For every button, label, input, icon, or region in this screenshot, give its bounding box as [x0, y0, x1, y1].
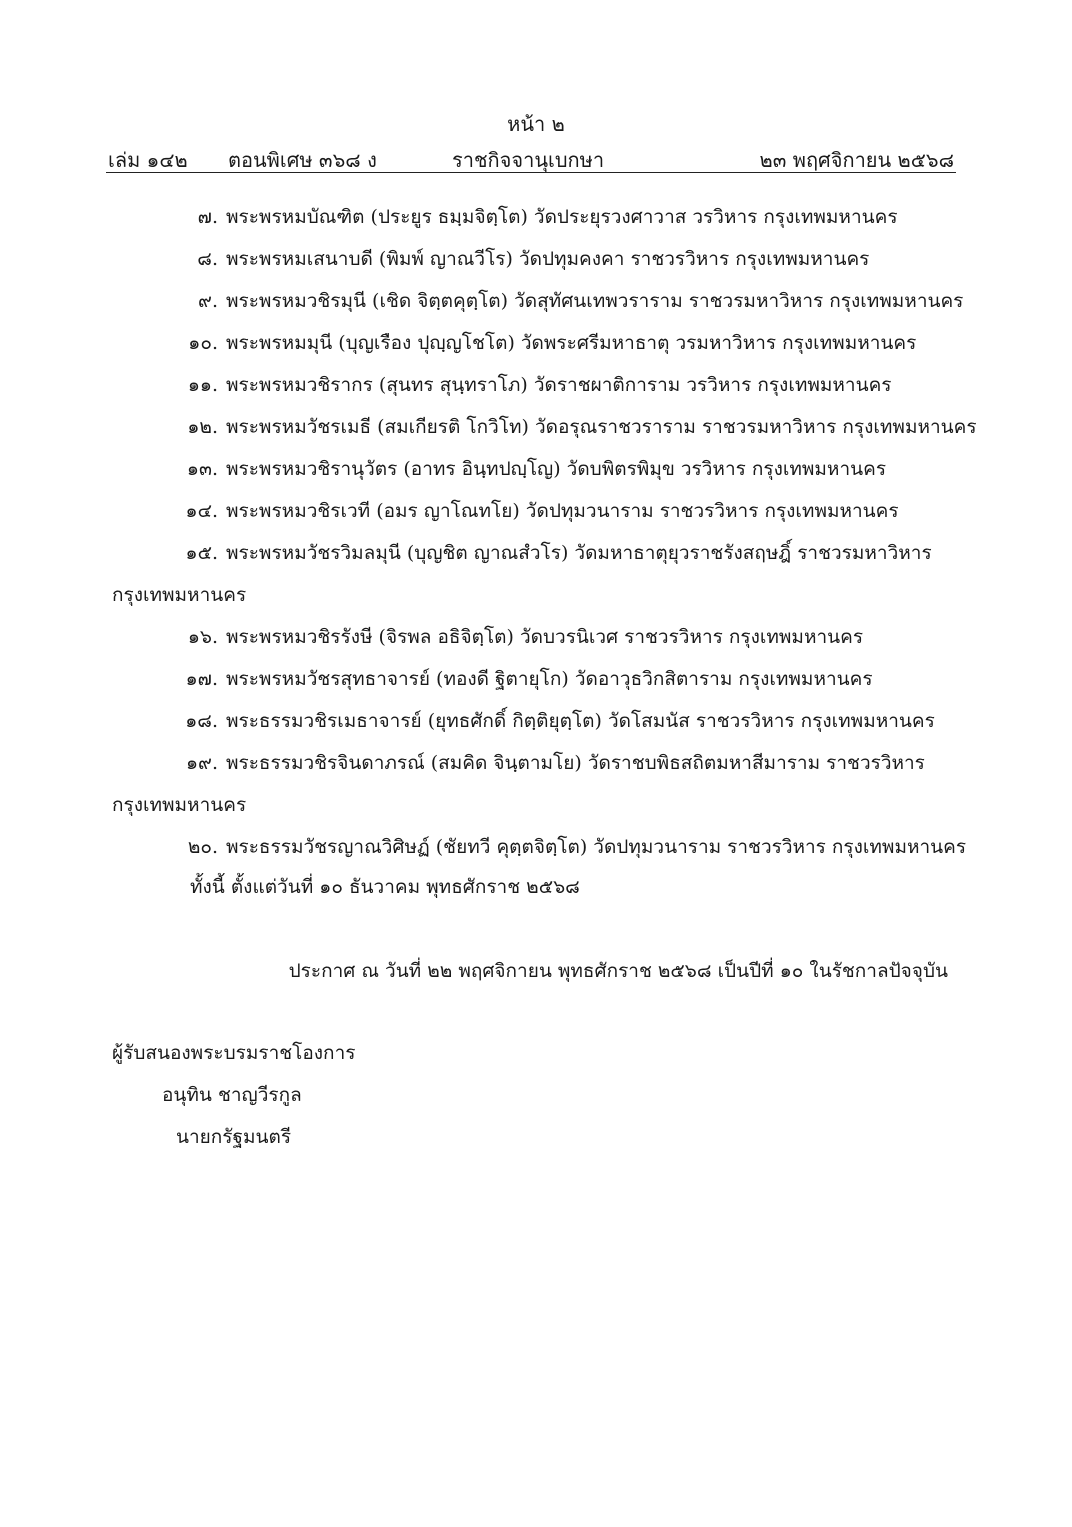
list-item [168, 624, 863, 650]
list-item [168, 330, 916, 356]
list-item [168, 750, 925, 776]
countersign-label: ผู้รับสนองพระบรมราชโองการ [112, 1042, 356, 1064]
header-volume: เล่ม ๑๔๒ [108, 148, 188, 172]
entry-text: พระพรหมวชิรานุวัตร (อาทร อินฺทปญฺโญ) วัดบพิตรพิมุข วรวิหาร กรุงเทพมหานคร [226, 458, 887, 480]
entry-continuation: กรุงเทพมหานคร [112, 794, 247, 816]
entry-text: พระพรหมวชิรมุนี (เชิด จิตฺตคุตฺโต) วัดสุทัศนเทพวราราม ราชวรมหาวิหาร กรุงเทพมหานคร [226, 290, 964, 312]
list-item [168, 288, 963, 314]
list-item [168, 246, 869, 272]
entry-text: พระธรรมวชิรเมธาจารย์ (ยุทธศักดิ์ กิตฺติยุตฺโต) วัดโสมนัส ราชวรวิหาร กรุงเทพมหานคร [226, 710, 935, 732]
entry-text: พระพรหมวัชรวิมลมุนี (บุญชิต ญาณสํวโร) วัดมหาธาตุยุวราชรังสฤษฎิ์ ราชวรมหาวิหาร [226, 542, 932, 564]
list-item [168, 372, 892, 398]
entry-number: ๘. [197, 248, 218, 270]
entry-text: พระพรหมวชิรรังษี (จิรพล อธิจิตฺโต) วัดบวรนิเวศ ราชวรวิหาร กรุงเทพมหานคร [226, 626, 864, 648]
entry-number: ๒๐. [187, 836, 218, 858]
entry-text: พระพรหมวชิรากร (สุนทร สุนฺทราโภ) วัดราชผาติการาม วรวิหาร กรุงเทพมหานคร [226, 374, 892, 396]
list-item [168, 456, 886, 482]
entry-number: ๑๔. [185, 500, 218, 522]
entry-text: พระพรหมวชิรเวที (อมร ญาโณทโย) วัดปทุมวนาราม ราชวรวิหาร กรุงเทพมหานคร [226, 500, 899, 522]
effective-date: ทั้งนี้ ตั้งแต่วันที่ ๑๐ ธันวาคม พุทธศักราช ๒๕๖๘ [190, 876, 580, 898]
signatory-name: อนุทิน ชาญวีรกูล [162, 1084, 302, 1106]
entry-number: ๙. [198, 290, 218, 312]
entry-number: ๗. [197, 206, 218, 228]
entry-number: ๑๙. [185, 752, 218, 774]
header-divider [106, 172, 956, 173]
header-gazette-name: ราชกิจจานุเบกษา [452, 148, 605, 172]
entry-number: ๑๓. [186, 458, 218, 480]
entry-number: ๑๘. [185, 710, 218, 732]
announcement-date: ประกาศ ณ วันที่ ๒๒ พฤศจิกายน พุทธศักราช ๒๕๖๘ เป็นปีที่ ๑๐ ในรัชกาลปัจจุบัน [288, 960, 948, 982]
list-item [168, 540, 932, 566]
entry-number: ๑๖. [187, 626, 218, 648]
gazette-header [108, 144, 954, 170]
entry-number: ๑๑. [187, 374, 218, 396]
entry-number: ๑๒. [187, 416, 218, 438]
list-item [168, 666, 873, 692]
signatory-title: นายกรัฐมนตรี [176, 1126, 292, 1148]
entry-text: พระพรหมมุนี (บุญเรือง ปุญฺญโชโต) วัดพระศรีมหาธาตุ วรมหาวิหาร กรุงเทพมหานคร [226, 332, 917, 354]
header-issue: ตอนพิเศษ ๓๖๘ ง [228, 148, 377, 172]
entry-number: ๑๐. [188, 332, 218, 354]
list-item [168, 204, 898, 230]
entry-number: ๑๗. [185, 668, 218, 690]
entry-continuation: กรุงเทพมหานคร [112, 584, 247, 606]
list-item [168, 498, 899, 524]
header-date: ๒๓ พฤศจิกายน ๒๕๖๘ [759, 148, 954, 172]
entry-text: พระพรหมเสนาบดี (พิมพ์ ญาณวีโร) วัดปทุมคงคา ราชวรวิหาร กรุงเทพมหานคร [226, 248, 870, 270]
list-item [168, 414, 977, 440]
entry-text: พระธรรมวชิรจินดาภรณ์ (สมคิด จินฺตามโย) วัดราชบพิธสถิตมหาสีมาราม ราชวรวิหาร [226, 752, 925, 774]
entry-text: พระพรหมวัชรเมธี (สมเกียรติ โกวิโท) วัดอรุณราชวราราม ราชวรมหาวิหาร กรุงเทพมหานคร [226, 416, 977, 438]
list-item [168, 834, 966, 860]
entry-number: ๑๕. [185, 542, 218, 564]
list-item [168, 708, 935, 734]
entry-text: พระธรรมวัชรญาณวิศิษฏ์ (ชัยทวี คุตฺตจิตฺโต) วัดปทุมวนาราม ราชวรวิหาร กรุงเทพมหานคร [226, 836, 967, 858]
page-number: หน้า ๒ [507, 112, 565, 136]
entry-text: พระพรหมบัณฑิต (ประยูร ธมฺมจิตฺโต) วัดประยุรวงศาวาส วรวิหาร กรุงเทพมหานคร [226, 206, 898, 228]
entry-text: พระพรหมวัชรสุทธาจารย์ (ทองดี ฐิตายุโก) วัดอาวุธวิกสิตาราม กรุงเทพมหานคร [226, 668, 873, 690]
